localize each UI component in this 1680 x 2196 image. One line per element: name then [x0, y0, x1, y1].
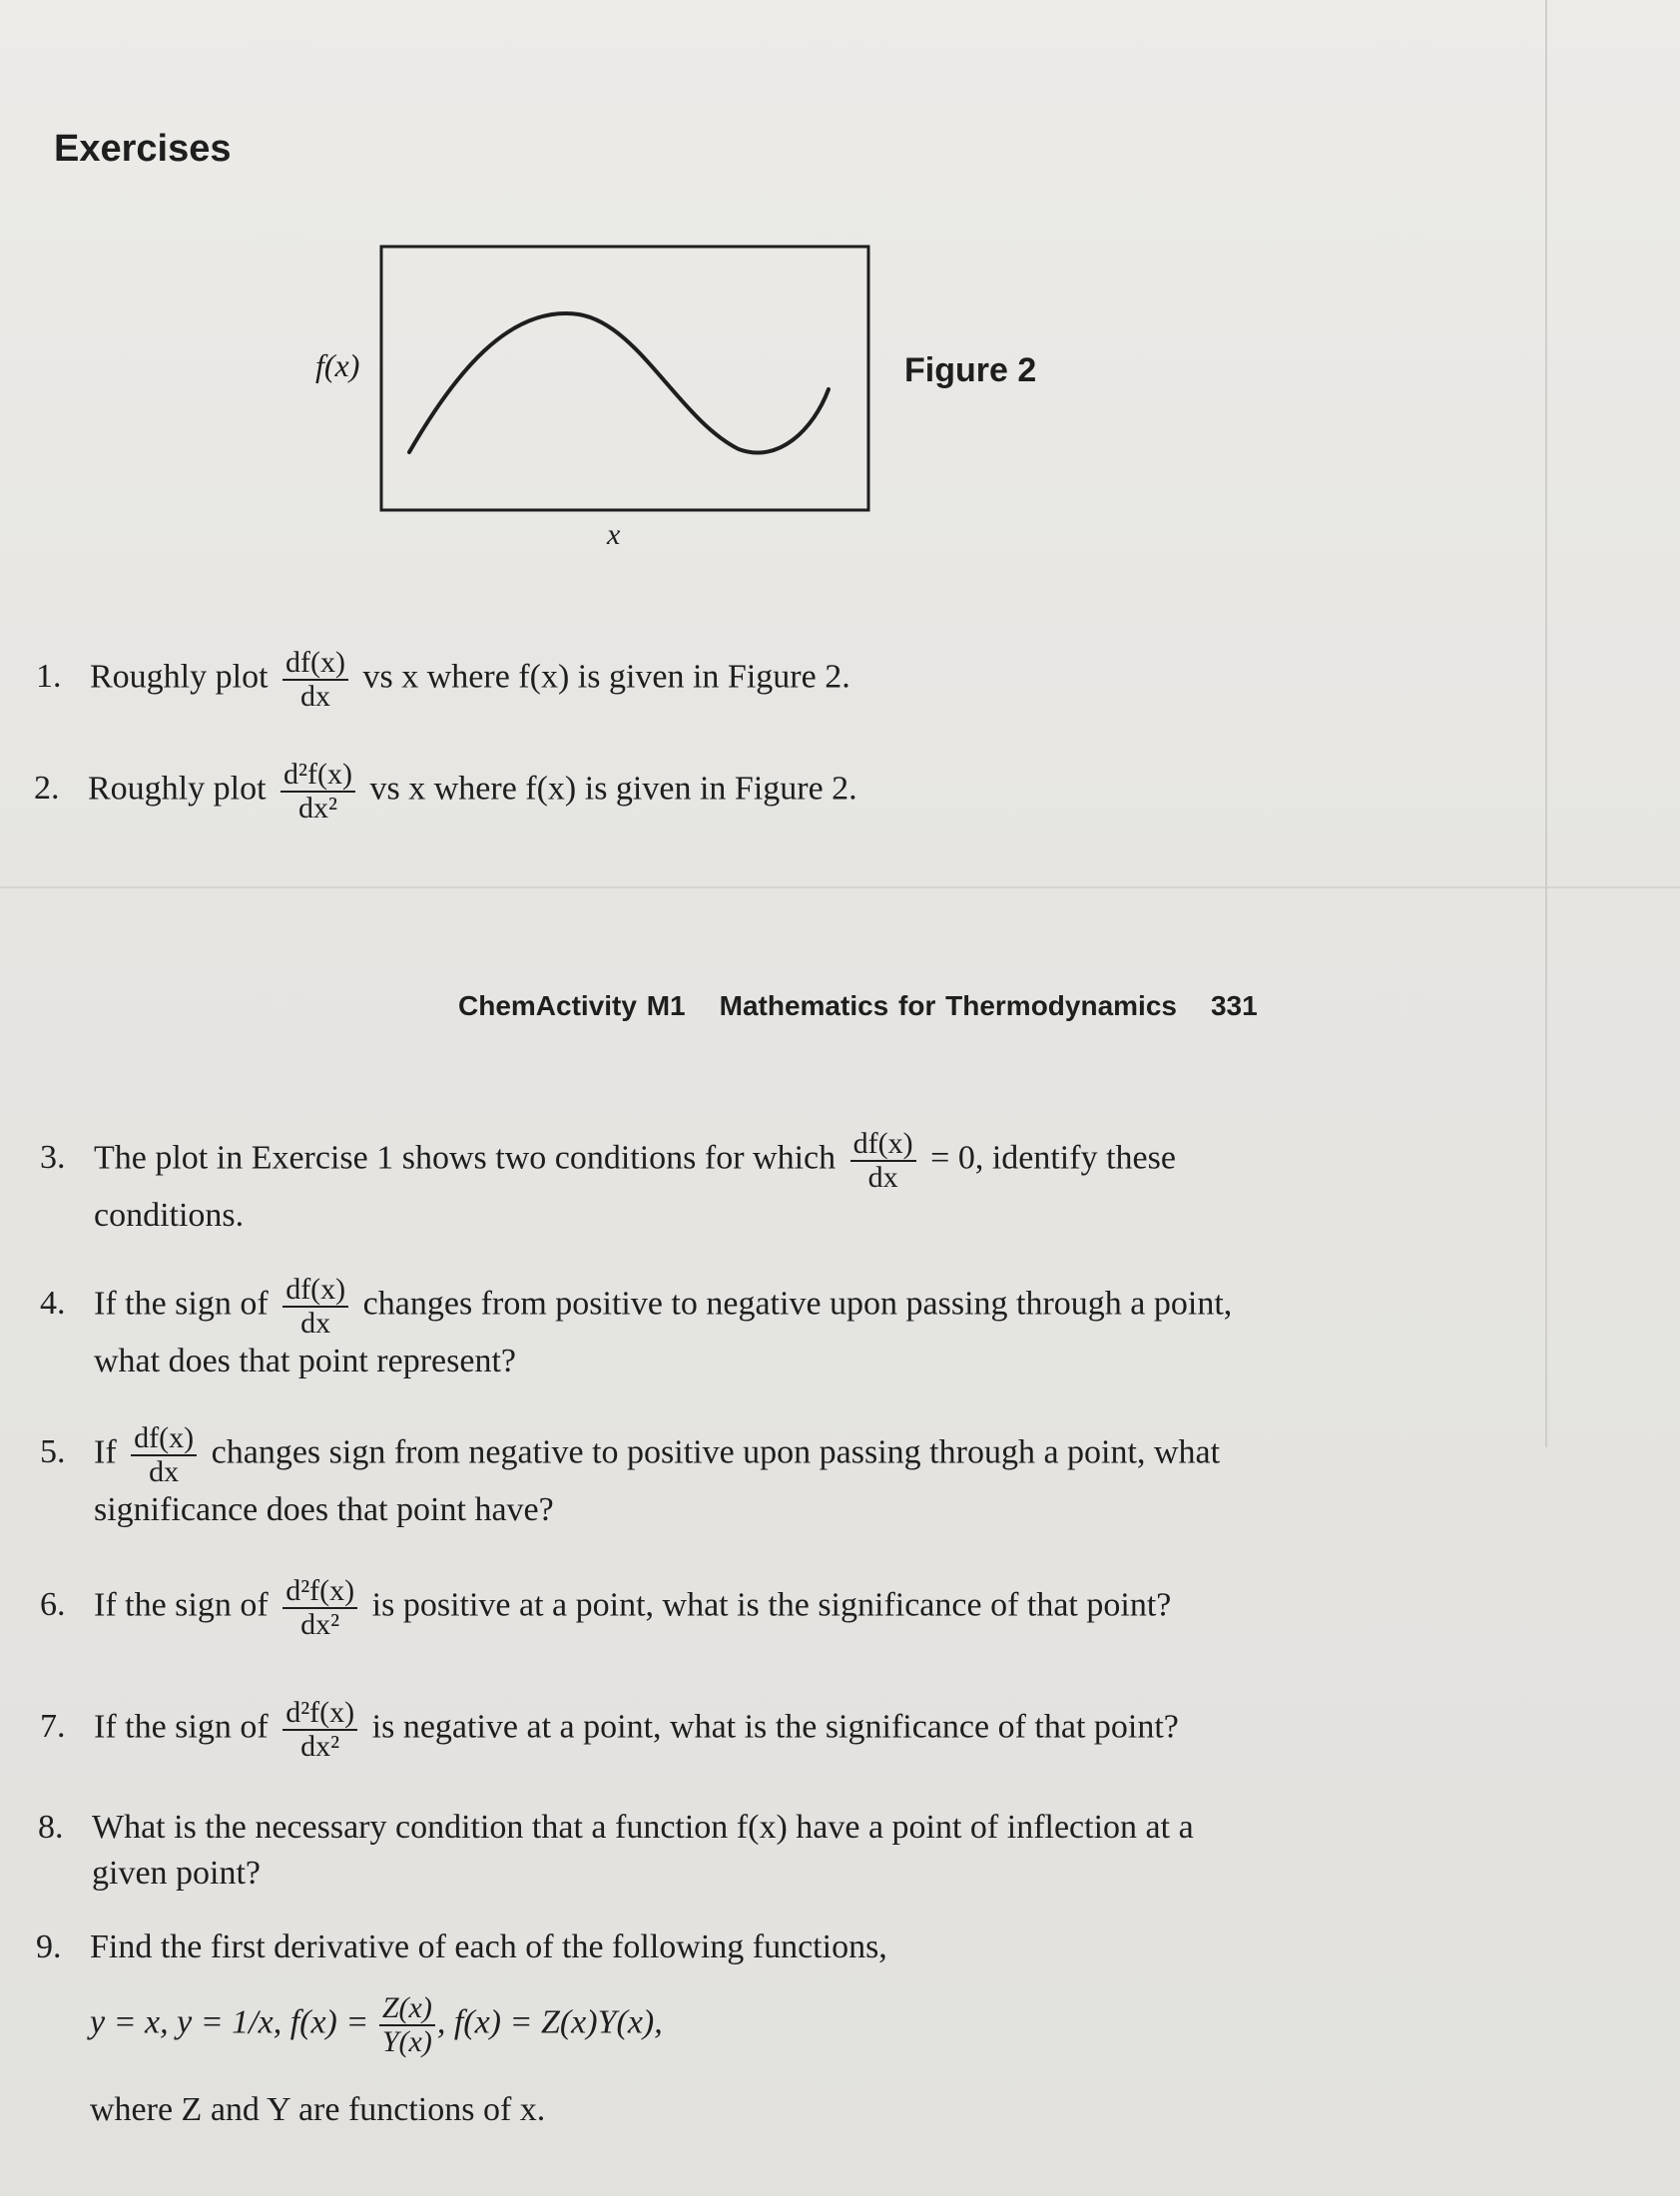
derivative-fraction [282, 1697, 357, 1762]
exercise-5 [40, 1422, 1220, 1533]
equation-text: , f(x) = Z(x)Y(x), [436, 2003, 663, 2041]
exercise-6 [40, 1575, 1171, 1640]
fraction-denominator: dx [149, 1454, 180, 1488]
exercise-text: Roughly plot [88, 770, 267, 808]
fraction-numerator: Z(x) [379, 1992, 435, 2026]
exercise-text-continued: given point? [92, 1855, 262, 1892]
derivative-fraction [131, 1422, 197, 1487]
exercise-9 [36, 1924, 887, 2133]
exercise-text: If the sign of [94, 1285, 269, 1323]
exercise-2 [34, 759, 857, 824]
figure-2-plot [280, 235, 898, 564]
quotient-fraction [379, 1992, 435, 2057]
fraction-denominator: dx [300, 679, 331, 713]
equation-text: y = x, y = 1/x, f(x) = [90, 2003, 369, 2041]
fraction-numerator: df(x) [131, 1422, 197, 1456]
exercise-text: The plot in Exercise 1 shows two conditions for which [94, 1139, 837, 1177]
derivative-fraction [282, 1575, 357, 1640]
exercise-text: changes sign from negative to positive upon passing through a point, what [211, 1433, 1221, 1471]
exercise-4 [40, 1274, 1232, 1384]
running-head-activity: ChemActivity M1 [458, 990, 686, 1021]
exercise-text: If [94, 1433, 117, 1471]
derivative-fraction [850, 1128, 916, 1193]
exercise-number: 1. [36, 658, 62, 696]
exercise-text-continued: conditions. [94, 1197, 245, 1234]
plot-frame [381, 247, 868, 510]
exercise-7 [40, 1697, 1179, 1762]
exercise-number: 2. [34, 770, 60, 808]
exercise-text: changes from positive to negative upon passing through a point, [362, 1285, 1233, 1323]
exercise-text-continued: significance does that point have? [94, 1491, 554, 1528]
fraction-denominator: dx² [300, 1729, 340, 1763]
derivative-fraction [282, 1274, 348, 1339]
x-axis-label: x [607, 518, 621, 551]
exercise-3 [40, 1128, 1176, 1239]
function-list [36, 1992, 887, 2057]
fraction-numerator: df(x) [282, 1274, 348, 1308]
exercise-text: What is the necessary condition that a function f(x) have a point of inflection at a [92, 1809, 1194, 1846]
exercise-text: If the sign of [94, 1586, 269, 1624]
exercise-text: vs x where f(x) is given in Figure 2. [362, 658, 850, 696]
exercise-text-continued: what does that point represent? [94, 1343, 516, 1379]
fraction-denominator: dx [867, 1160, 898, 1194]
fraction-numerator: d²f(x) [280, 759, 355, 793]
fraction-denominator: Y(x) [381, 2024, 432, 2058]
fraction-numerator: df(x) [850, 1128, 916, 1162]
page-heading: Exercises [54, 128, 232, 170]
y-axis-label: f(x) [315, 347, 360, 383]
exercise-text: = 0, identify these [930, 1139, 1176, 1177]
fraction-denominator: dx² [298, 791, 338, 824]
exercise-number: 9. [36, 1928, 62, 1965]
derivative-fraction [280, 759, 355, 824]
exercise-text: vs x where f(x) is given in Figure 2. [369, 770, 857, 808]
page-edge-line [1545, 0, 1547, 1447]
exercise-text-continued: where Z and Y are functions of x. [90, 2091, 546, 2128]
exercise-text: is negative at a point, what is the significance of that point? [371, 1708, 1179, 1746]
page-number: 331 [1210, 990, 1258, 1021]
exercise-text: is positive at a point, what is the significance of that point? [371, 1586, 1172, 1624]
fraction-numerator: df(x) [282, 647, 348, 681]
exercise-number: 8. [38, 1809, 64, 1846]
figure-caption: Figure 2 [904, 351, 1037, 389]
figure-2 [280, 235, 898, 569]
derivative-fraction [282, 647, 348, 712]
fraction-numerator: d²f(x) [282, 1697, 357, 1731]
fraction-numerator: d²f(x) [282, 1575, 357, 1609]
function-curve [409, 313, 829, 453]
exercise-text: If the sign of [94, 1708, 269, 1746]
fraction-denominator: dx [300, 1306, 331, 1340]
exercise-1 [36, 647, 850, 712]
exercise-number: 5. [40, 1433, 66, 1471]
exercise-number: 3. [40, 1139, 66, 1177]
exercise-number: 6. [40, 1586, 66, 1624]
exercise-number: 4. [40, 1285, 66, 1323]
running-head [458, 990, 1258, 1022]
running-head-title: Mathematics for Thermodynamics [719, 990, 1177, 1021]
exercise-8 [38, 1805, 1194, 1897]
fraction-denominator: dx² [300, 1607, 340, 1641]
exercise-number: 7. [40, 1708, 66, 1746]
exercise-text: Roughly plot [90, 658, 269, 696]
exercise-text: Find the first derivative of each of the following functions, [90, 1928, 887, 1965]
page-fold-line [0, 886, 1680, 888]
